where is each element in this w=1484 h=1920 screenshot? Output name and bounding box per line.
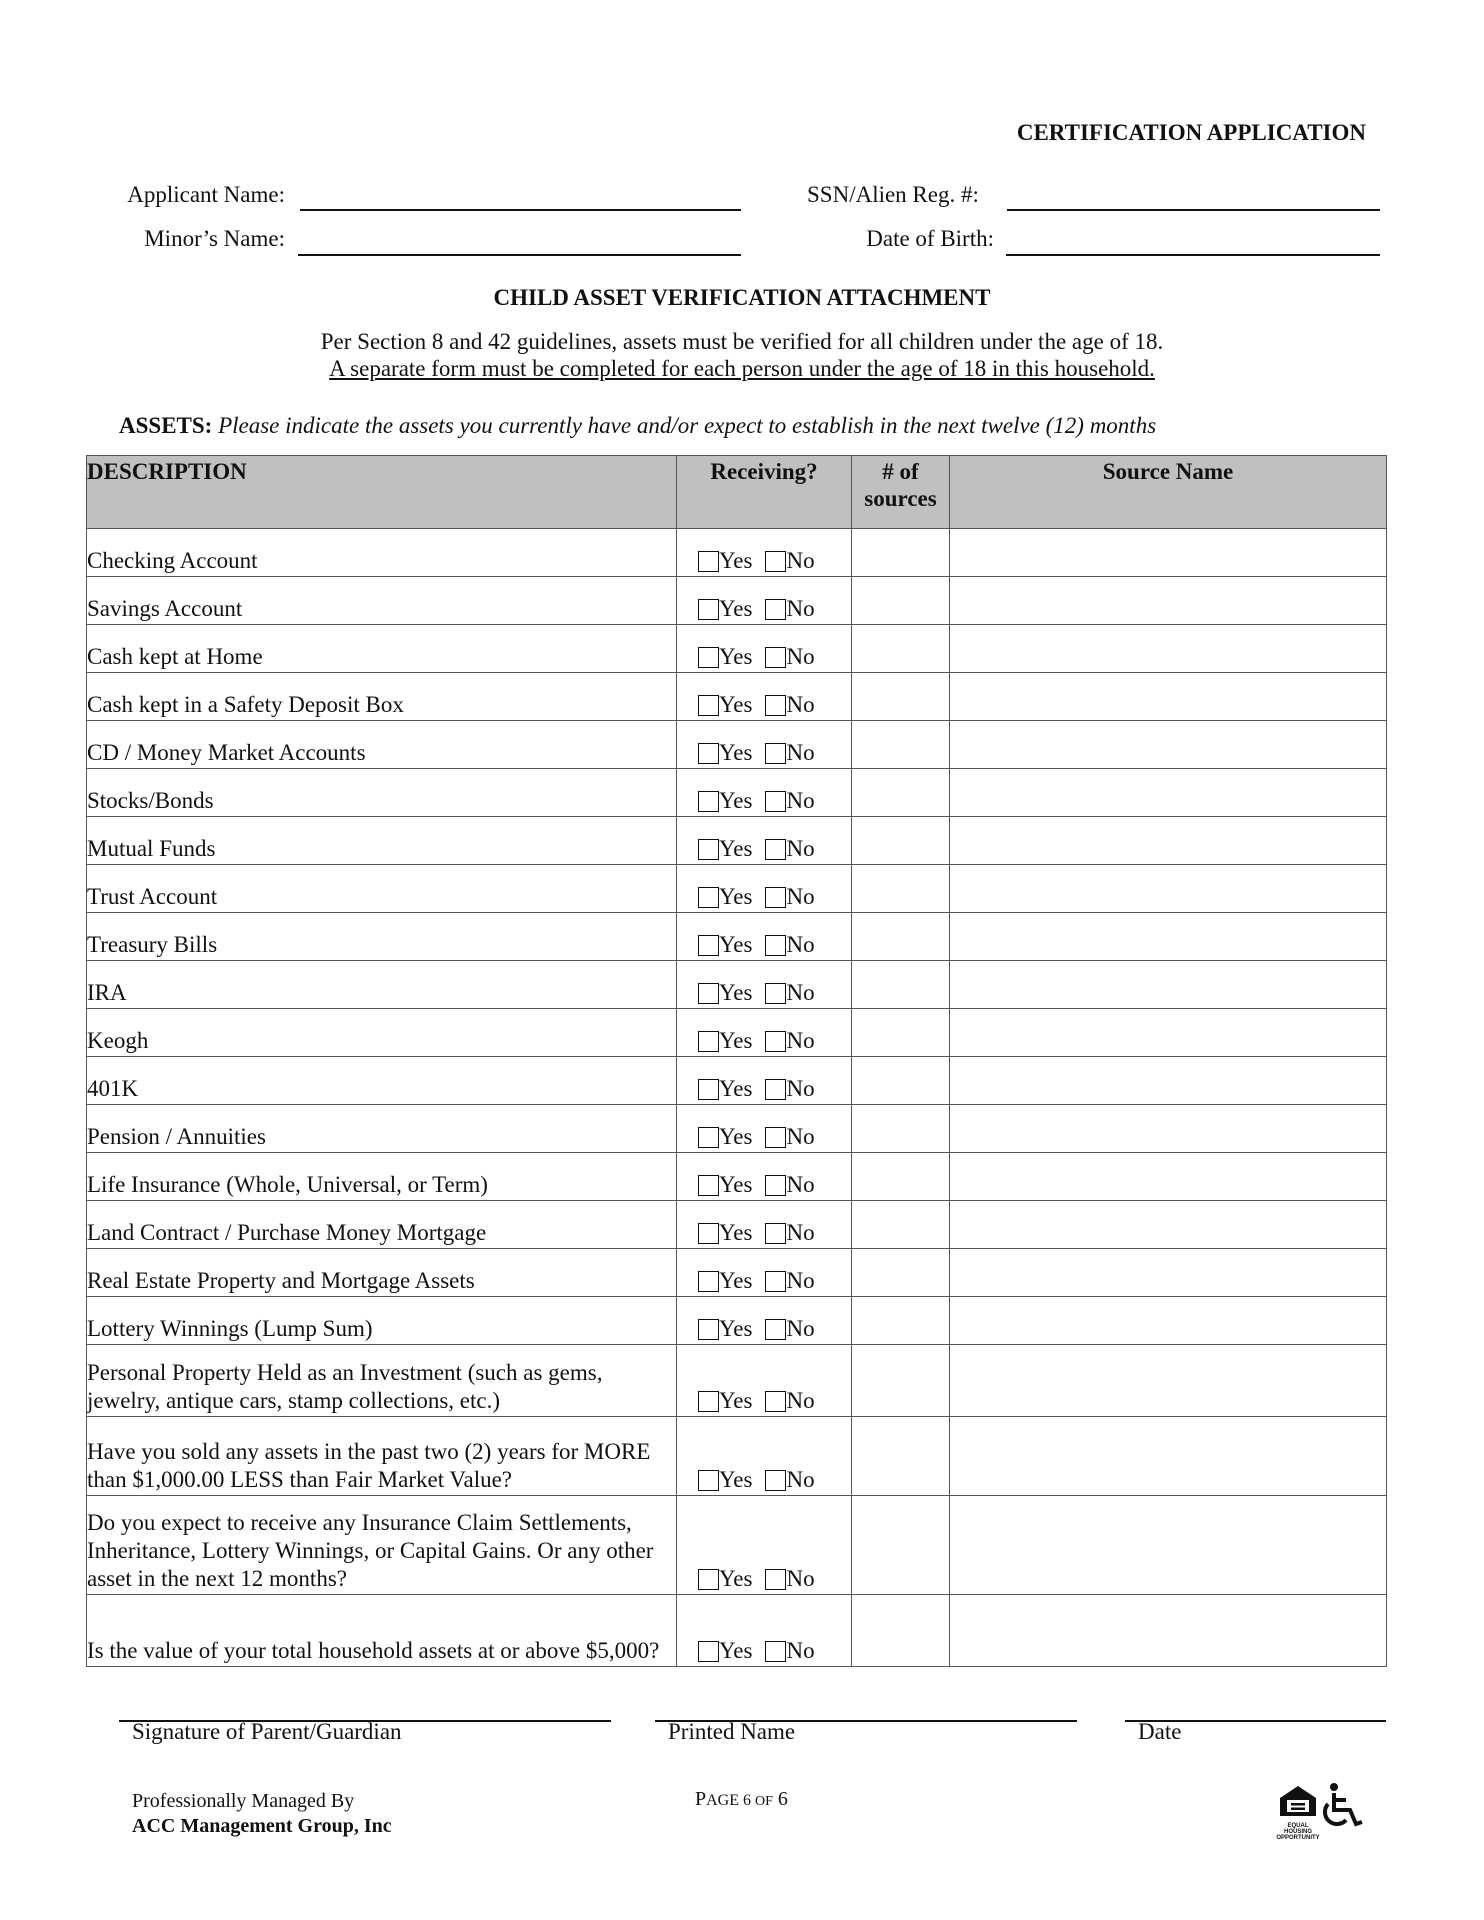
no-label: No [786,1566,815,1591]
no-checkbox[interactable] [765,1031,786,1052]
yes-checkbox[interactable] [698,1223,719,1244]
asset-description: Have you sold any assets in the past two (2) years for MORE than $1,000.00 LESS than Fair Market Value? [87,1417,677,1496]
table-row [87,769,1387,817]
section-title: CHILD ASSET VERIFICATION ATTACHMENT [493,285,991,310]
source-name-cell[interactable] [950,625,1387,673]
yes-label: Yes [719,932,753,957]
no-checkbox[interactable] [765,791,786,812]
no-checkbox[interactable] [765,839,786,860]
header-source-name: Source Name [950,456,1387,529]
yes-label: Yes [719,692,753,717]
assets-text: Please indicate the assets you currently have and/or expect to establish in the next twelve (12) months [218,413,1157,438]
receiving-cell [677,817,852,865]
no-label: No [786,1638,815,1663]
yes-checkbox[interactable] [698,791,719,812]
no-label: No [786,1076,815,1101]
receiving-cell [677,1201,852,1249]
no-checkbox[interactable] [765,1079,786,1100]
no-checkbox[interactable] [765,743,786,764]
receiving-cell [677,1496,852,1595]
form-title: CERTIFICATION APPLICATION [1016,120,1366,145]
asset-description: Land Contract / Purchase Money Mortgage [87,1201,677,1249]
num-sources-cell[interactable] [852,721,950,769]
source-name-cell[interactable] [950,1345,1387,1417]
yes-checkbox[interactable] [698,935,719,956]
table-row [87,577,1387,625]
asset-description: Is the value of your total household assets at or above $5,000? [87,1595,677,1667]
table-row [87,1009,1387,1057]
yes-label: Yes [719,1220,753,1245]
num-sources-cell[interactable] [852,1595,950,1667]
yes-checkbox[interactable] [698,839,719,860]
receiving-cell [677,913,852,961]
num-sources-cell[interactable] [852,769,950,817]
no-checkbox[interactable] [765,1569,786,1590]
num-sources-cell[interactable] [852,1417,950,1496]
receiving-cell [677,961,852,1009]
source-name-cell[interactable] [950,769,1387,817]
table-row [87,1417,1387,1496]
receiving-cell [677,865,852,913]
source-name-cell[interactable] [950,1009,1387,1057]
no-label: No [786,884,815,909]
no-label: No [786,980,815,1005]
no-checkbox[interactable] [765,983,786,1004]
yes-label: Yes [719,1172,753,1197]
no-label: No [786,1172,815,1197]
table-row [87,1249,1387,1297]
num-sources-cell[interactable] [852,1297,950,1345]
table-row [87,529,1387,577]
no-label: No [786,1316,815,1341]
header-num-sources: # of sources [852,456,950,529]
yes-checkbox[interactable] [698,1079,719,1100]
table-row [87,673,1387,721]
yes-checkbox[interactable] [698,1271,719,1292]
num-sources-cell[interactable] [852,865,950,913]
num-sources-cell[interactable] [852,961,950,1009]
num-sources-cell[interactable] [852,817,950,865]
asset-description: Treasury Bills [87,913,677,961]
asset-description: Cash kept in a Safety Deposit Box [87,673,677,721]
num-sources-cell[interactable] [852,1009,950,1057]
yes-checkbox[interactable] [698,1031,719,1052]
source-name-cell[interactable] [950,961,1387,1009]
no-label: No [786,932,815,957]
yes-checkbox[interactable] [698,1470,719,1491]
no-label: No [786,644,815,669]
signature-label: Signature of Parent/Guardian [132,1719,402,1744]
source-name-cell[interactable] [950,1057,1387,1105]
yes-label: Yes [719,980,753,1005]
yes-checkbox[interactable] [698,983,719,1004]
receiving-cell [677,1105,852,1153]
num-sources-cell[interactable] [852,1201,950,1249]
receiving-cell [677,529,852,577]
no-checkbox[interactable] [765,647,786,668]
ssn-label: SSN/Alien Reg. #: [807,182,979,207]
receiving-cell [677,769,852,817]
yes-label: Yes [719,644,753,669]
yes-checkbox[interactable] [698,1127,719,1148]
yes-checkbox[interactable] [698,1641,719,1662]
receiving-cell [677,1345,852,1417]
table-row [87,817,1387,865]
asset-description: Stocks/Bonds [87,769,677,817]
yes-checkbox[interactable] [698,1391,719,1412]
asset-description: IRA [87,961,677,1009]
no-label: No [786,692,815,717]
num-sources-cell[interactable] [852,1153,950,1201]
receiving-cell [677,1595,852,1667]
no-checkbox[interactable] [765,1470,786,1491]
num-sources-cell[interactable] [852,1496,950,1595]
table-row [87,1345,1387,1417]
yes-checkbox[interactable] [698,599,719,620]
yes-label: Yes [719,1124,753,1149]
asset-description: CD / Money Market Accounts [87,721,677,769]
dob-label: Date of Birth: [866,226,994,251]
no-label: No [786,548,815,573]
minor-name-field[interactable] [298,254,741,256]
table-row [87,1297,1387,1345]
receiving-cell [677,1009,852,1057]
no-checkbox[interactable] [765,935,786,956]
source-name-cell[interactable] [950,721,1387,769]
source-name-cell[interactable] [950,529,1387,577]
source-name-cell[interactable] [950,1297,1387,1345]
yes-label: Yes [719,884,753,909]
asset-description: Savings Account [87,577,677,625]
source-name-cell[interactable] [950,1153,1387,1201]
asset-description: Life Insurance (Whole, Universal, or Term) [87,1153,677,1201]
source-name-cell[interactable] [950,673,1387,721]
no-label: No [786,740,815,765]
source-name-cell[interactable] [950,1595,1387,1667]
table-row [87,1496,1387,1595]
yes-label: Yes [719,788,753,813]
yes-label: Yes [719,548,753,573]
asset-description: Cash kept at Home [87,625,677,673]
source-name-cell[interactable] [950,817,1387,865]
num-sources-cell[interactable] [852,913,950,961]
yes-checkbox[interactable] [698,647,719,668]
no-checkbox[interactable] [765,887,786,908]
num-sources-cell[interactable] [852,673,950,721]
asset-description: Lottery Winnings (Lump Sum) [87,1297,677,1345]
no-checkbox[interactable] [765,695,786,716]
asset-description: Trust Account [87,865,677,913]
printed-name-label: Printed Name [668,1719,796,1744]
yes-label: Yes [719,1028,753,1053]
source-name-cell[interactable] [950,577,1387,625]
date-label: Date [1138,1719,1182,1744]
yes-checkbox[interactable] [698,1319,719,1340]
no-label: No [786,1124,815,1149]
no-checkbox[interactable] [765,1223,786,1244]
guidelines-text: Per Section 8 and 42 guidelines, assets must be verified for all children under the age of 18. [320,329,1164,354]
assets-table [86,455,1387,1667]
table-row [87,1595,1387,1667]
table-row [87,1105,1387,1153]
receiving-cell [677,1057,852,1105]
assets-instructions [119,413,1156,439]
receiving-cell [677,625,852,673]
applicant-name-field[interactable] [300,209,741,211]
no-label: No [786,836,815,861]
separate-form-note [0,356,1484,382]
no-label: No [786,788,815,813]
source-name-cell[interactable] [950,1105,1387,1153]
accessibility-icon [1322,1782,1368,1835]
receiving-cell [677,721,852,769]
num-sources-cell[interactable] [852,1057,950,1105]
table-row [87,961,1387,1009]
dob-field[interactable] [1006,254,1380,256]
table-row [87,865,1387,913]
receiving-cell [677,673,852,721]
no-checkbox[interactable] [765,599,786,620]
yes-checkbox[interactable] [698,743,719,764]
num-sources-cell[interactable] [852,529,950,577]
yes-checkbox[interactable] [698,551,719,572]
table-row [87,1057,1387,1105]
no-label: No [786,1268,815,1293]
asset-description: Personal Property Held as an Investment (such as gems, jewelry, antique cars, stamp collections, etc.) [87,1345,677,1417]
table-row [87,625,1387,673]
yes-checkbox[interactable] [698,1175,719,1196]
receiving-cell [677,1297,852,1345]
yes-label: Yes [719,740,753,765]
yes-label: Yes [719,1638,753,1663]
receiving-cell [677,577,852,625]
yes-label: Yes [719,1316,753,1341]
no-label: No [786,1388,815,1413]
num-sources-cell[interactable] [852,577,950,625]
ssn-field[interactable] [1007,209,1380,211]
header-description: DESCRIPTION [87,456,677,529]
asset-description: Keogh [87,1009,677,1057]
assets-label: ASSETS: [119,413,213,438]
receiving-cell [677,1417,852,1496]
no-label: No [786,1220,815,1245]
yes-label: Yes [719,836,753,861]
equal-housing-icon [1276,1784,1320,1841]
yes-label: Yes [719,1268,753,1293]
source-name-cell[interactable] [950,913,1387,961]
no-checkbox[interactable] [765,1271,786,1292]
asset-description: Pension / Annuities [87,1105,677,1153]
num-sources-cell[interactable] [852,1345,950,1417]
asset-description: Real Estate Property and Mortgage Assets [87,1249,677,1297]
yes-checkbox[interactable] [698,695,719,716]
num-sources-cell[interactable] [852,1249,950,1297]
no-checkbox[interactable] [765,1319,786,1340]
no-label: No [786,1467,815,1492]
page-number: PAGE 6 OF 6 [695,1788,788,1810]
no-checkbox[interactable] [765,1127,786,1148]
yes-label: Yes [719,1566,753,1591]
asset-description: Mutual Funds [87,817,677,865]
num-sources-cell[interactable] [852,1105,950,1153]
yes-checkbox[interactable] [698,887,719,908]
yes-label: Yes [719,1467,753,1492]
num-sources-cell[interactable] [852,625,950,673]
separate-form-text: A separate form must be completed for each person under the age of 18 in this household. [329,356,1155,381]
source-name-cell[interactable] [950,1249,1387,1297]
table-row [87,721,1387,769]
source-name-cell[interactable] [950,1201,1387,1249]
header-receiving: Receiving? [677,456,852,529]
table-row [87,1153,1387,1201]
asset-description: Checking Account [87,529,677,577]
minor-name-label: Minor’s Name: [144,226,285,251]
yes-label: Yes [719,1076,753,1101]
source-name-cell[interactable] [950,1496,1387,1595]
table-row [87,913,1387,961]
company-name: ACC Management Group, Inc [132,1815,392,1837]
receiving-cell [677,1153,852,1201]
yes-checkbox[interactable] [698,1569,719,1590]
table-row [87,1201,1387,1249]
yes-label: Yes [719,1388,753,1413]
yes-label: Yes [719,596,753,621]
source-name-cell[interactable] [950,865,1387,913]
asset-description: 401K [87,1057,677,1105]
applicant-name-label: Applicant Name: [127,182,285,207]
no-label: No [786,596,815,621]
no-label: No [786,1028,815,1053]
no-checkbox[interactable] [765,551,786,572]
no-checkbox[interactable] [765,1175,786,1196]
no-checkbox[interactable] [765,1641,786,1662]
source-name-cell[interactable] [950,1417,1387,1496]
no-checkbox[interactable] [765,1391,786,1412]
asset-description: Do you expect to receive any Insurance Claim Settlements, Inheritance, Lottery Winnings, or Capital Gains. Or any other asset in the next 12 months? [87,1496,677,1595]
managed-by-text: Professionally Managed By [132,1790,355,1812]
receiving-cell [677,1249,852,1297]
equal-housing-text: EQUAL HOUSING OPPORTUNITY [1276,1823,1320,1841]
